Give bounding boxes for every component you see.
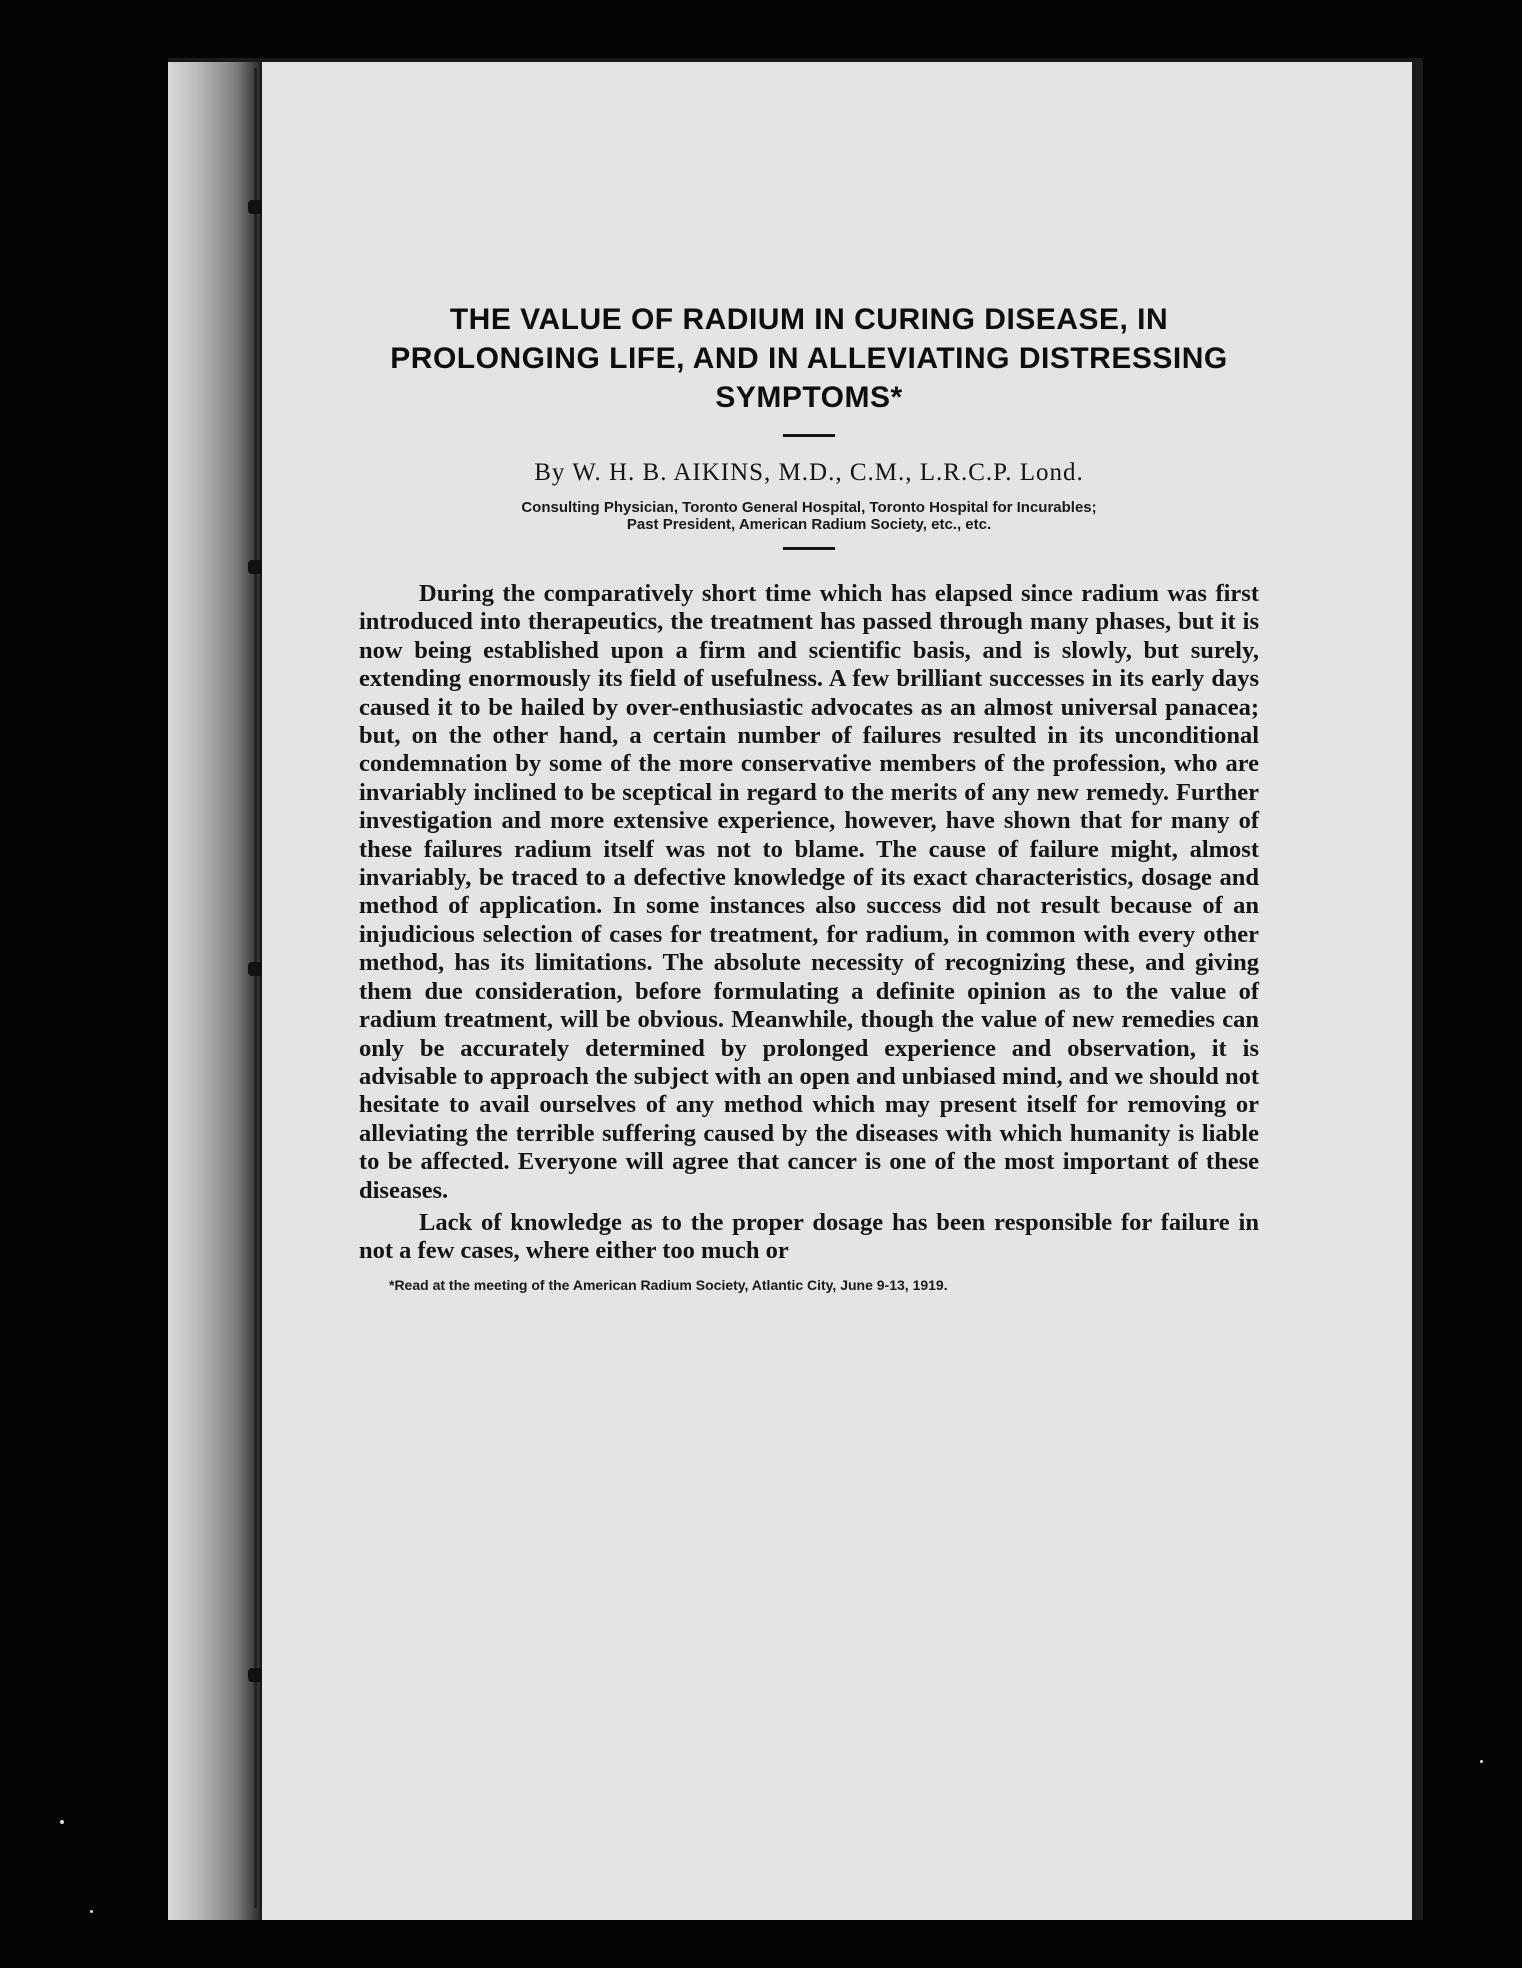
- scan-speck: [90, 1910, 93, 1913]
- body-paragraph: Lack of knowledge as to the proper dosage has been responsible for failure in not a few cases, where either too much or: [359, 1208, 1259, 1265]
- scan-speck: [1480, 1760, 1483, 1763]
- footnote: *Read at the meeting of the American Radium Society, Atlantic City, June 9-13, 1919.: [389, 1276, 948, 1293]
- title-divider: [783, 434, 835, 437]
- author-byline: By W. H. B. AIKINS, M.D., C.M., L.R.C.P. Lond.: [534, 459, 1084, 486]
- spine-binding-line: [254, 68, 257, 1908]
- affiliation-line-2: Past President, American Radium Society, etc., etc.: [626, 516, 992, 533]
- page-content: [359, 300, 1259, 1293]
- document-page: [262, 62, 1412, 1920]
- affiliation-line-1: Consulting Physician, Toronto General Hospital, Toronto Hospital for Incurables;: [521, 499, 1097, 516]
- byline-divider: [783, 547, 835, 550]
- body-paragraph: During the comparatively short time which has elapsed since radium was first introduced into therapeutics, the treatment has passed through many phases, but it is now being established upon a firm and scientific basis, and is slowly, but surely, extending enormously its field of usefulness. A few brilliant successes in its early days caused it to be hailed by over-enthusiastic advocates as an almost universal panacea; but, on the other hand, a certain number of failures resulted in its unconditional condemnation by some of the more conservative members of the profession, who are invariably inclined to be sceptical in regard to the merits of any new remedy. Further investigation and more extensive experience, however, have shown that for many of these failures radium itself was not to blame. The cause of failure might, almost invariably, be traced to a defective knowledge of its exact characteristics, dosage and method of application. In some instances also success did not result because of an injudicious selection of cases for treatment, for radium, in common with every other method, has its limitations. The absolute necessity of recognizing these, and giving them due consideration, before formulating a definite opinion as to the value of radium treatment, will be obvious. Meanwhile, though the value of new remedies can only be accurately determined by prolonged experience and observation, it is advisable to approach the subject with an open and unbiased mind, and we should not hesitate to avail ourselves of any method which may present itself for removing or alleviating the terrible suffering caused by the diseases with which humanity is liable to be affected. Everyone will agree that cancer is one of the most important of these diseases.: [359, 580, 1259, 1204]
- author-affiliation: [359, 499, 1259, 533]
- book-spine: [168, 62, 260, 1920]
- article-title: THE VALUE OF RADIUM IN CURING DISEASE, IN PROLONGING LIFE, AND IN ALLEVIATING DISTRESSING SYMPTOMS*: [390, 303, 1228, 414]
- article-body: [359, 580, 1259, 1266]
- scan-speck: [60, 1820, 64, 1824]
